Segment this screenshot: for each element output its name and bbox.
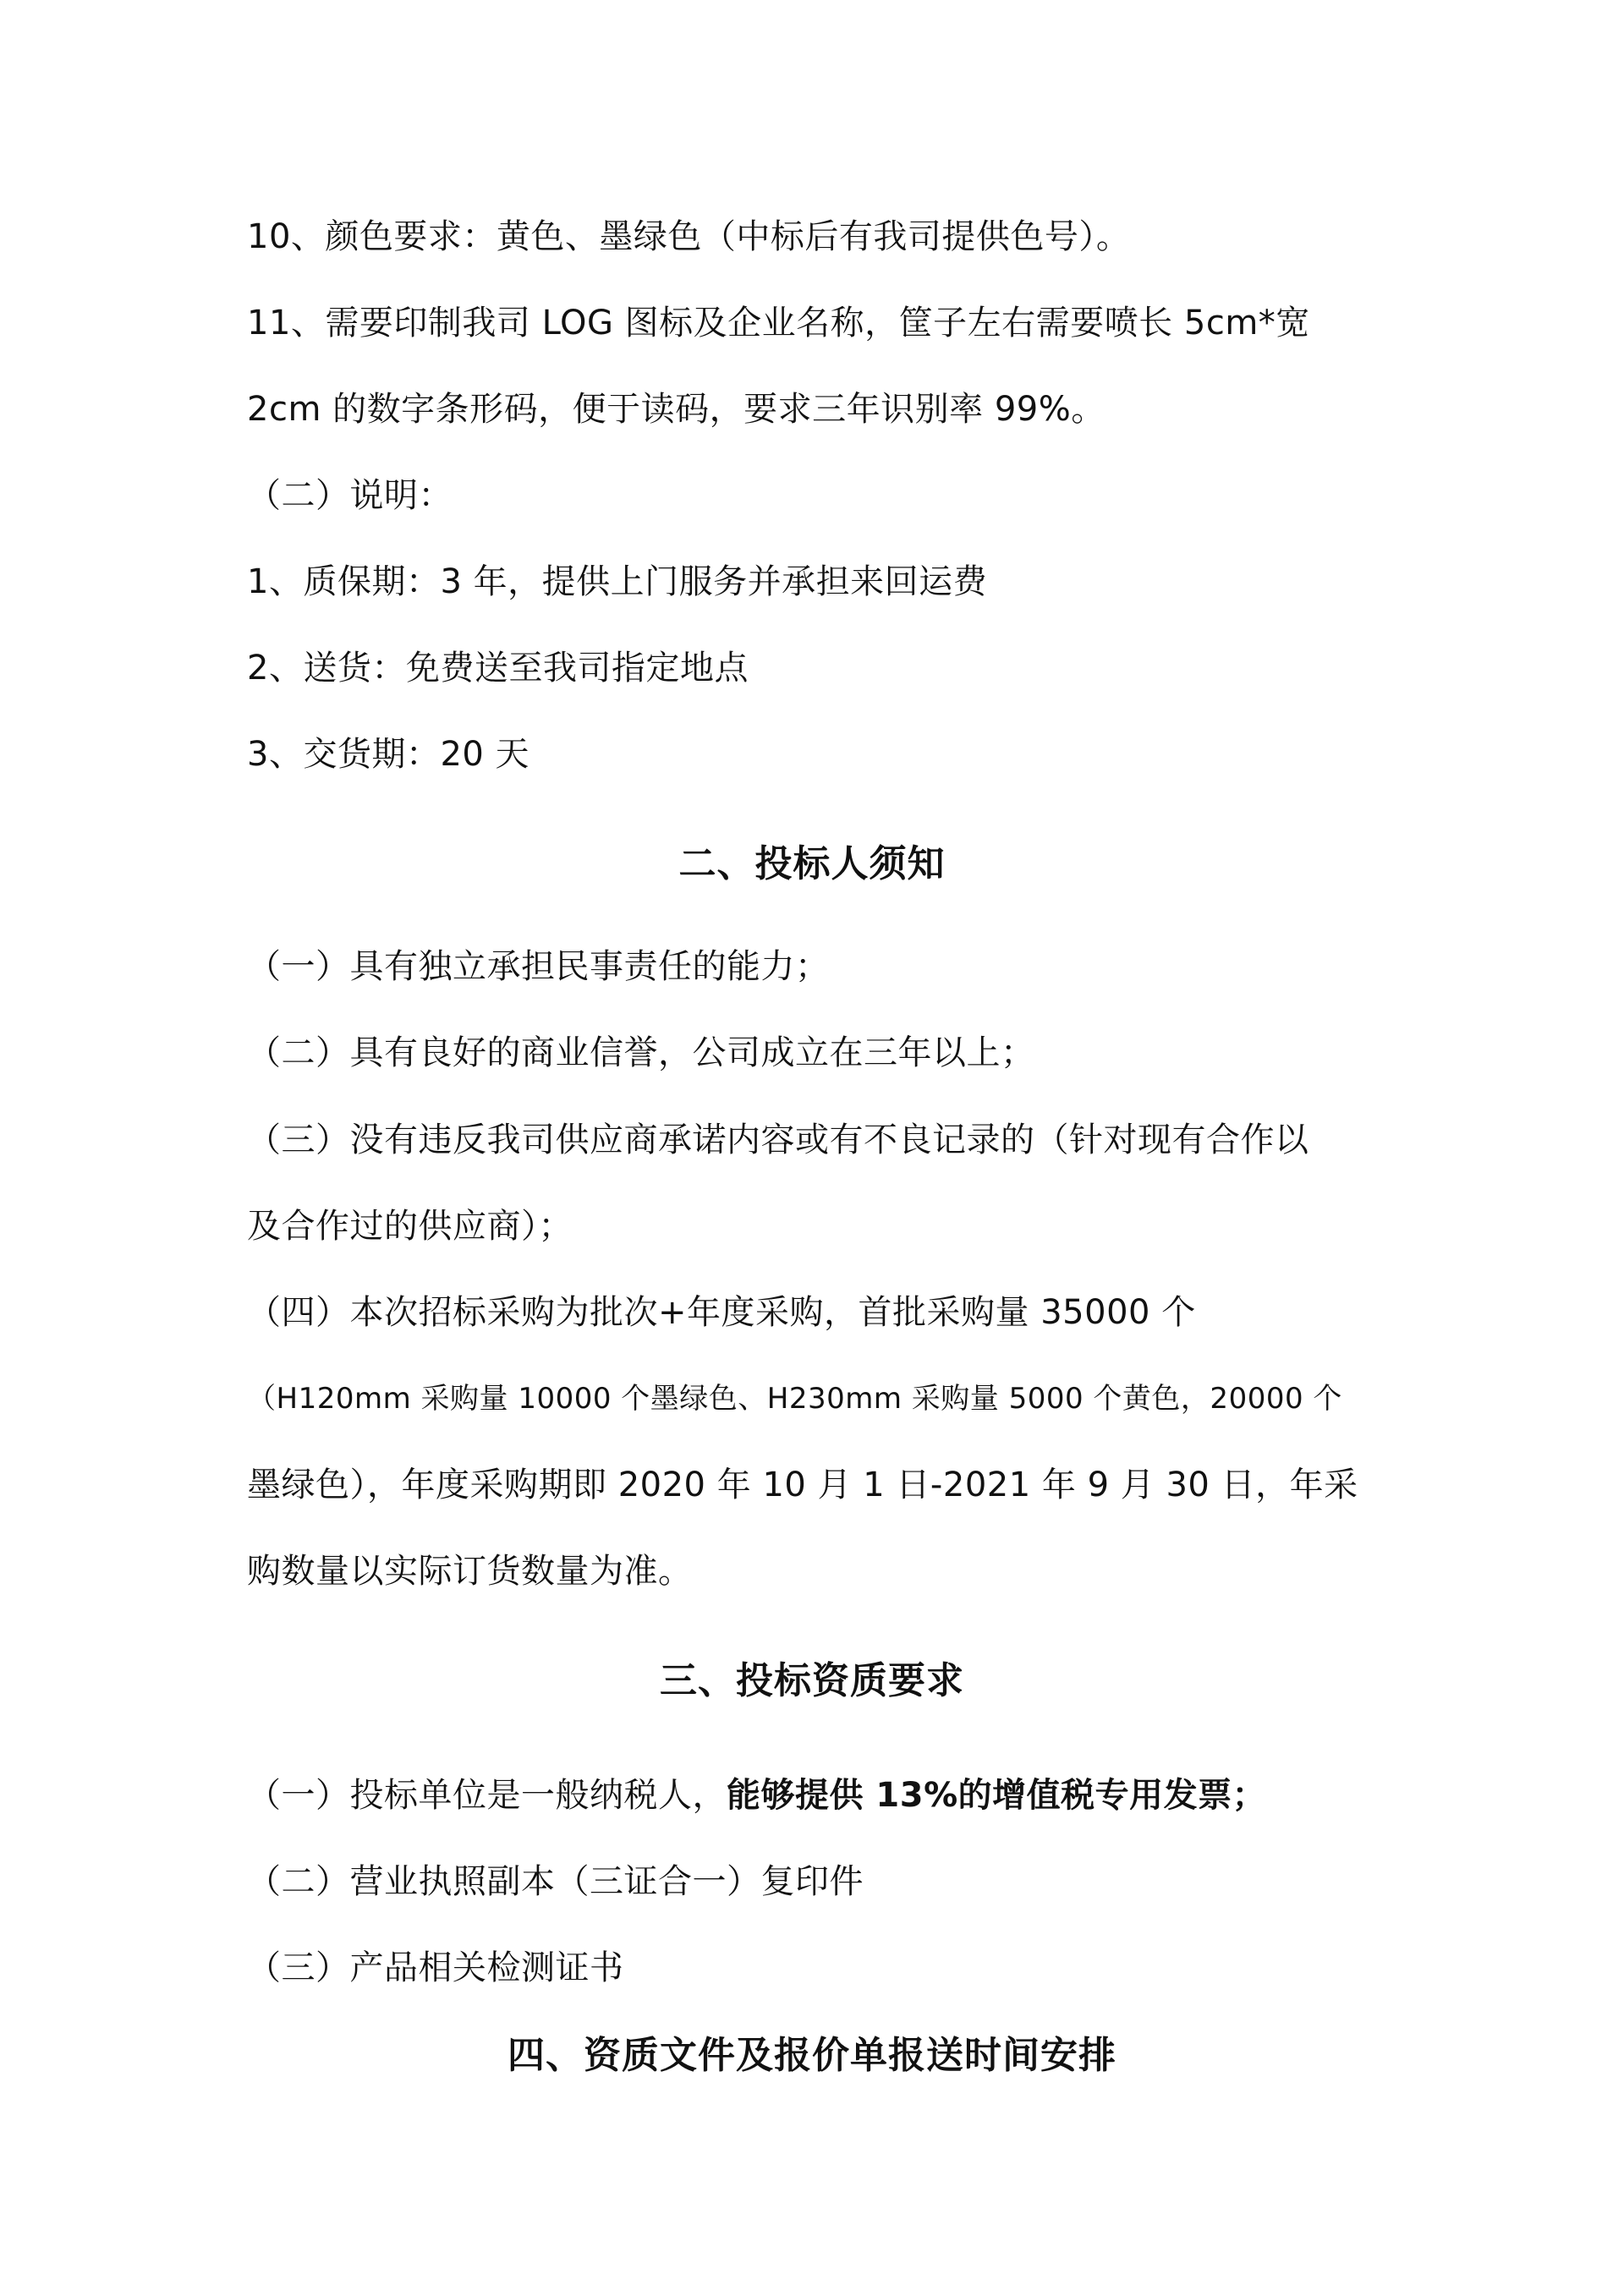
bidder-item-3-line2: 及合作过的供应商）； bbox=[247, 1207, 573, 1246]
bidder-item-4-line2: （H120mm 采购量 10000 个墨绿色、H230mm 采购量 5000 个黄色，20000 个 bbox=[247, 1382, 1342, 1416]
qualification-item-2: （二）营业执照副本（三证合一）复印件 bbox=[247, 1862, 864, 1901]
requirement-item-10: 10、颜色要求：黄色、墨绿色（中标后有我司提供色号）。 bbox=[247, 217, 1131, 256]
bidder-item-3-line1: （三）没有违反我司供应商承诺内容或有不良记录的（针对现有合作以 bbox=[247, 1121, 1309, 1159]
notes-title: （二）说明： bbox=[247, 476, 453, 515]
section-heading-bidder-notice: 二、投标人须知 bbox=[678, 842, 946, 885]
requirement-item-11-line2: 2cm 的数字条形码，便于读码，要求三年识别率 99%。 bbox=[247, 390, 1106, 429]
note-delivery: 2、送货：免费送至我司指定地点 bbox=[247, 649, 749, 688]
qualification-item-1-text: （一）投标单位是一般纳税人， bbox=[247, 1776, 727, 1815]
qualification-item-1 bbox=[247, 1772, 1347, 1819]
bidder-item-4-line3: 墨绿色），年度采购期即 2020 年 10 月 1 日-2021 年 9 月 30 日，年采 bbox=[247, 1466, 1358, 1504]
requirement-item-11-line1: 11、需要印制我司 LOG 图标及企业名称，筐子左右需要喷长 5cm*宽 bbox=[247, 304, 1310, 342]
bidder-item-1: （一）具有独立承担民事责任的能力； bbox=[247, 947, 830, 986]
note-lead-time: 3、交货期：20 天 bbox=[247, 735, 530, 774]
qualification-item-1-emphasis: 能够提供 13%的增值税专用发票； bbox=[727, 1776, 1267, 1815]
bidder-item-2: （二）具有良好的商业信誉，公司成立在三年以上； bbox=[247, 1033, 1035, 1072]
bidder-item-4-line1: （四）本次招标采购为批次+年度采购，首批采购量 35000 个 bbox=[247, 1293, 1196, 1332]
section-heading-schedule: 四、资质文件及报价单报送时间安排 bbox=[508, 2034, 1116, 2077]
section-heading-qualification: 三、投标资质要求 bbox=[660, 1659, 964, 1702]
qualification-item-3: （三）产品相关检测证书 bbox=[247, 1948, 624, 1987]
bidder-item-4-line4: 购数量以实际订货数量为准。 bbox=[247, 1552, 693, 1591]
note-warranty: 1、质保期：3 年，提供上门服务并承担来回运费 bbox=[247, 562, 988, 601]
